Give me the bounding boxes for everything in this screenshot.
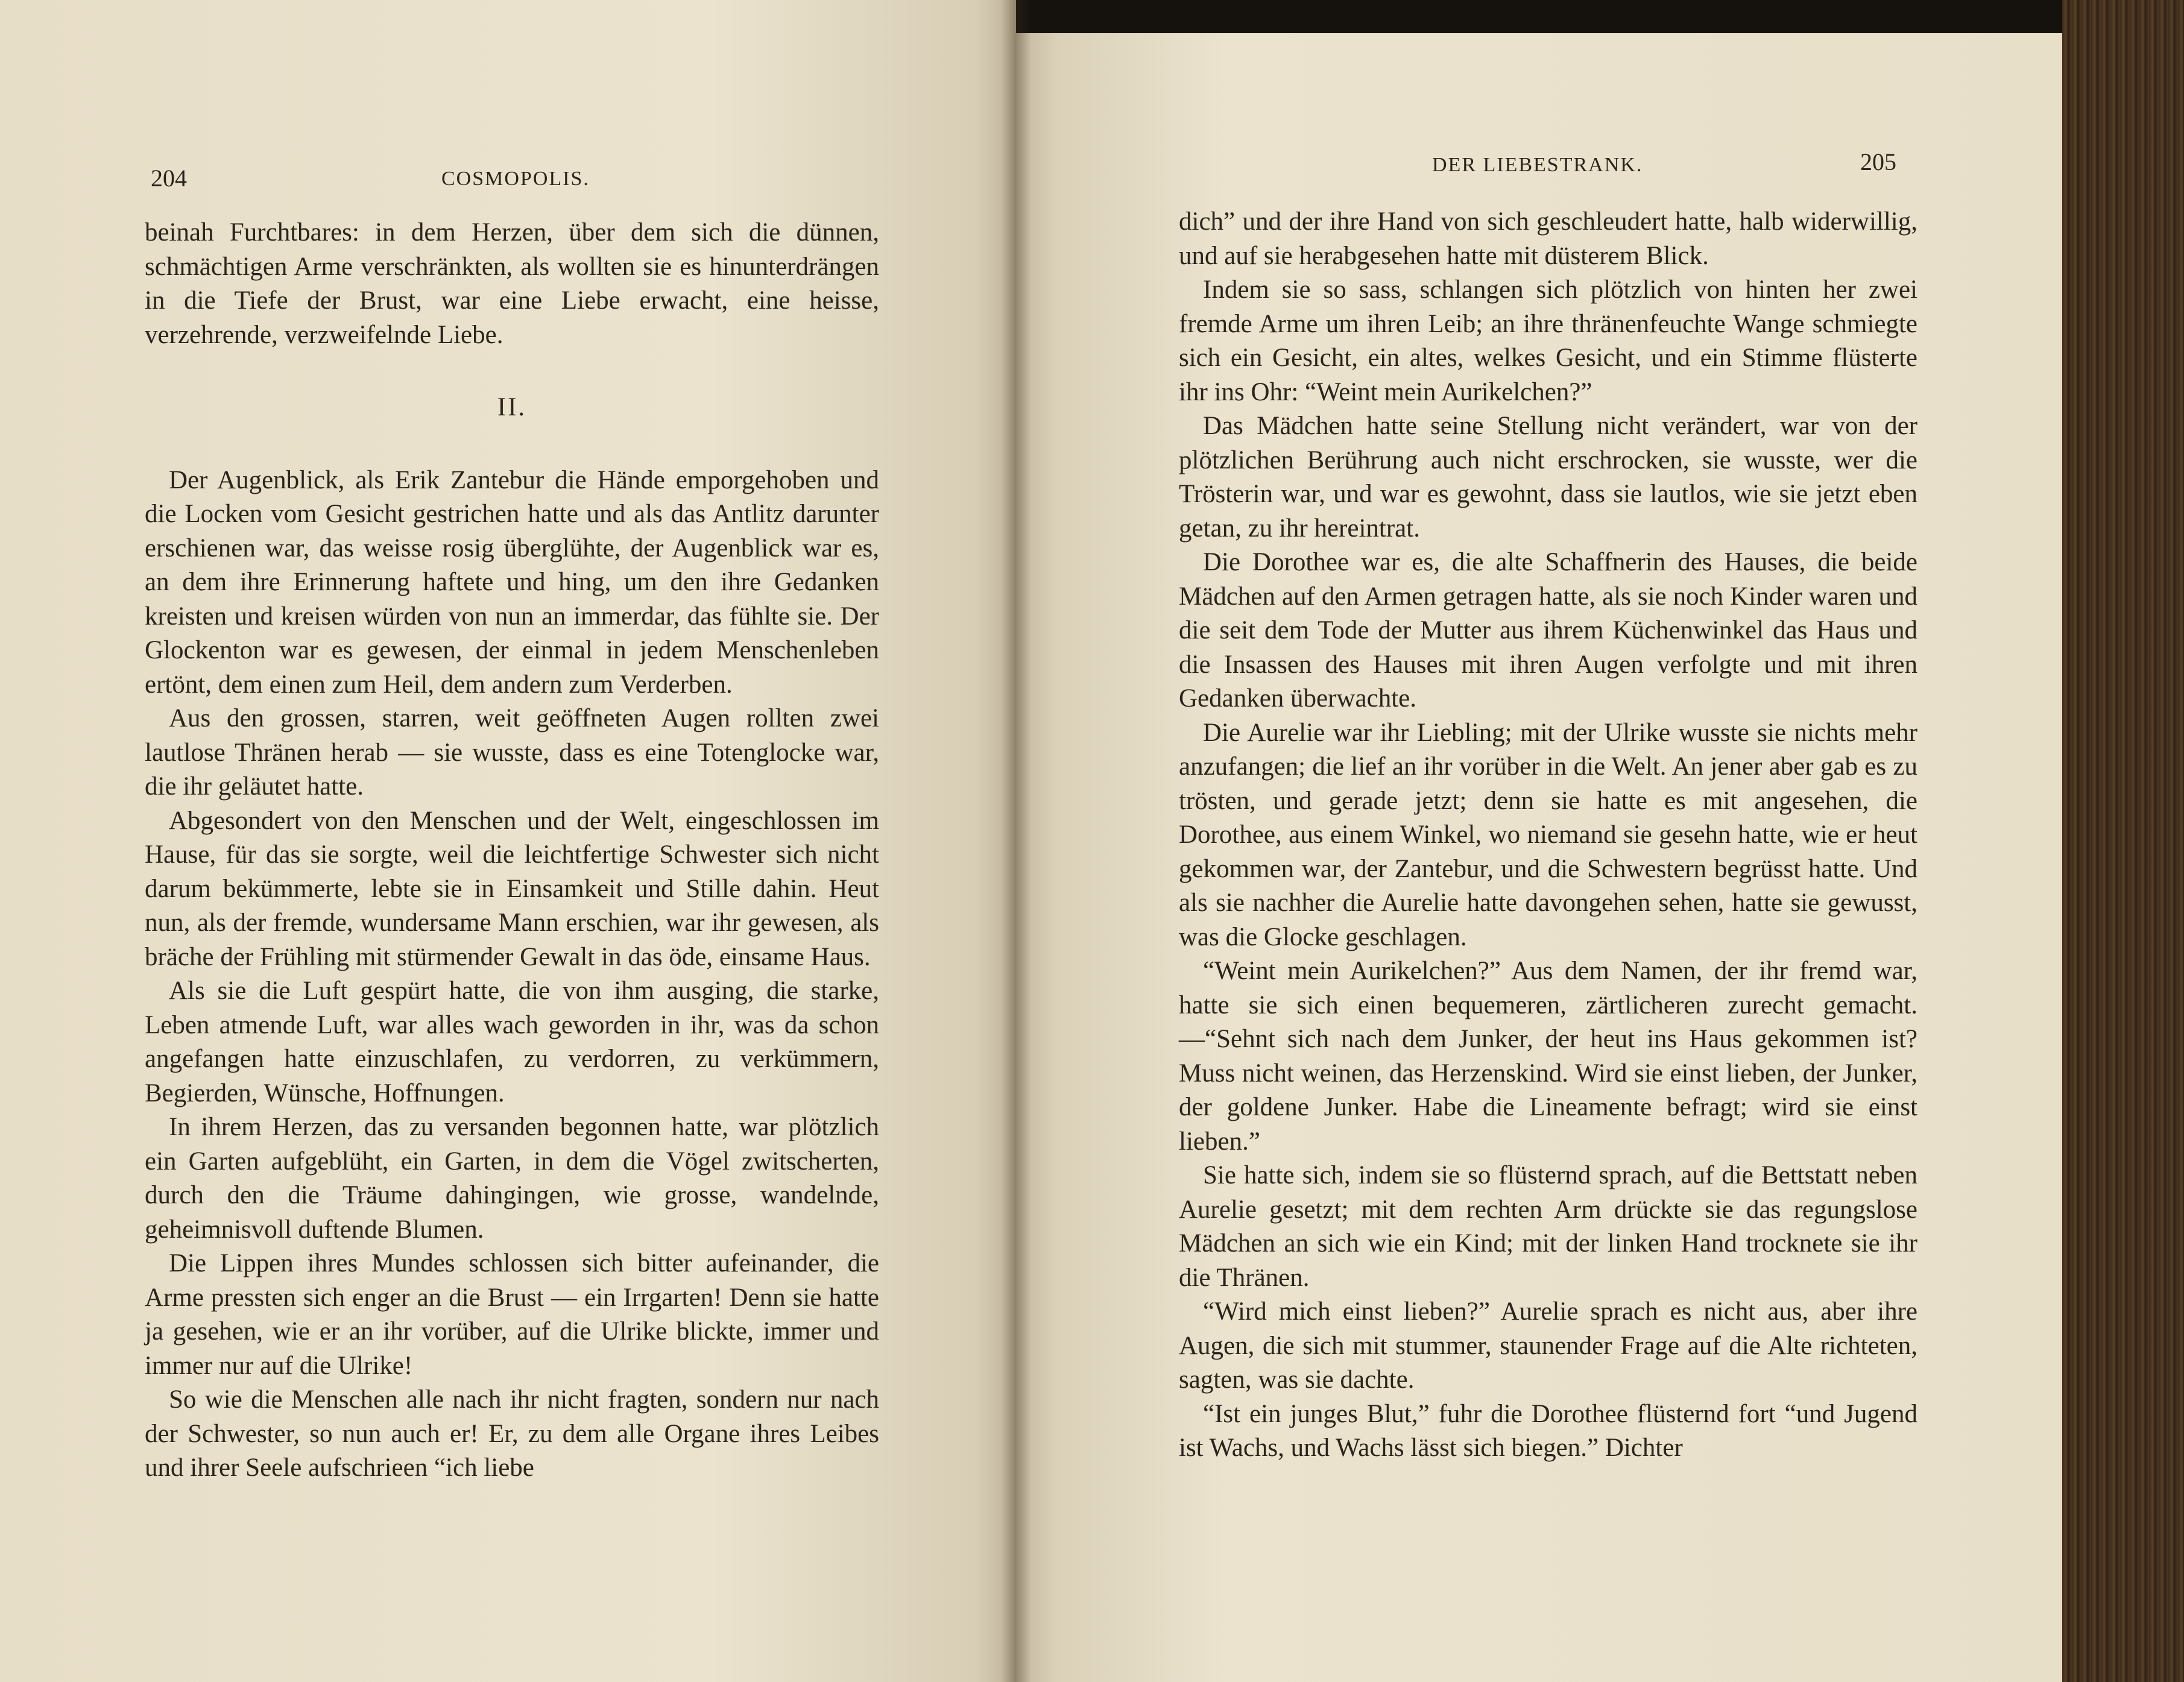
book-page-edges — [2062, 0, 2184, 1682]
book-gutter — [1001, 0, 1031, 1682]
background-shadow — [1016, 0, 2062, 33]
paragraph: dich” und der ihre Hand von sich geschleudert hatte, halb widerwillig, und auf sie herabgesehen hatte mit düsterem Blick. — [1179, 207, 1917, 270]
paragraph: Aus den grossen, starren, weit geöffneten Augen rollten zwei lautlose Thränen herab — sie wusste, dass es eine Totenglocke war, die ihr geläutet hatte. — [145, 704, 879, 801]
right-page-text — [1179, 205, 1917, 1466]
page-number-left: 204 — [151, 165, 187, 192]
paragraph: Sie hatte sich, indem sie so flüsternd sprach, auf die Bettstatt neben Aurelie gesetzt; mit dem rechten Arm drückte sie das regungslose Mädchen an sich wie ein Kind; mit der linken Hand trocknete sie ihr die Thränen. — [1179, 1161, 1917, 1292]
paragraph: “Weint mein Aurikelchen?” Aus dem Namen, der ihr fremd war, hatte sie sich einen bequemeren, zärtlicheren zurecht gemacht.—“Sehnt sich nach dem Junker, der heut ins Haus gekommen ist? Muss nicht weinen, das Herzenskind. Wird sie einst lieben, der Junker, der goldene Junker. Habe die Lineamente befragt; wird sie einst lieben.” — [1179, 957, 1917, 1156]
left-page — [0, 0, 1016, 1682]
paragraph: “Wird mich einst lieben?” Aurelie sprach es nicht aus, aber ihre Augen, die sich mit stummer, staunender Frage auf die Alte richteten, sagten, was sie dachte. — [1179, 1297, 1917, 1394]
paragraph: Als sie die Luft gespürt hatte, die von ihm ausging, die starke, Leben atmende Luft, war alles wach geworden in ihr, was da schon angefangen hatte einzuschlafen, zu verdorren, zu verkümmern, Begierden, Wünsche, Hoffnungen. — [145, 977, 879, 1107]
paragraph: Indem sie so sass, schlangen sich plötzlich von hinten her zwei fremde Arme um ihren Leib; an ihre thränenfeuchte Wange schmiegte sich ein Gesicht, ein altes, welkes Gesicht, und ein Stimme flüsterte ihr ins Ohr: “Weint mein Aurikelchen?” — [1179, 276, 1917, 406]
section-heading: II. — [497, 393, 527, 421]
paragraph: Abgesondert von den Menschen und der Welt, eingeschlossen im Hause, für das sie sorgte, weil die leichtfertige Schwester sich nicht darum bekümmerte, lebte sie in Einsamkeit und Stille dahin. Heut nun, als der fremde, wundersame Mann erschien, war ihr gewesen, als bräche der Frühling mit stürmender Gewalt in das öde, einsame Haus. — [145, 806, 879, 971]
paragraph: In ihrem Herzen, das zu versanden begonnen hatte, war plötzlich ein Garten aufgeblüht, ein Garten, in dem die Vögel zwitscherten, durch den die Träume dahingingen, wie grosse, wandelnde, geheimnisvoll duftende Blumen. — [145, 1113, 879, 1244]
paragraph: Die Aurelie war ihr Liebling; mit der Ulrike wusste sie nichts mehr anzufangen; die lief an ihr vorüber in die Welt. An jener aber gab es zu trösten, und gerade jetzt; denn sie hatte es mit angesehen, die Dorothee, aus einem Winkel, wo niemand sie gesehn hatte, wie er heut gekommen war, der Zantebur, und die Schwestern begrüsst hatte. Und als sie nachher die Aurelie hatte davongehen sehen, hatte sie gewusst, was die Glocke geschlagen. — [1179, 718, 1917, 951]
paragraph: Das Mädchen hatte seine Stellung nicht verändert, war von der plötzlichen Berührung auch nicht erschrocken, sie wusste, wer die Trösterin war, und war es gewohnt, dass sie lautlos, wie sie jetzt eben getan, zu ihr hereintrat. — [1179, 412, 1917, 543]
paragraph: “Ist ein junges Blut,” fuhr die Dorothee flüsternd fort “und Jugend ist Wachs, und Wachs lässt sich biegen.” Dichter — [1179, 1399, 1917, 1462]
running-head-left: COSMOPOLIS. — [441, 168, 590, 190]
paragraph: Die Dorothee war es, die alte Schaffnerin des Hauses, die beide Mädchen auf den Armen getragen hatte, als sie noch Kinder waren und die seit dem Tode der Mutter aus ihrem Küchenwinkel das Haus und die Insassen des Hauses mit ihren Augen verfolgte und mit ihren Gedanken überwachte. — [1179, 548, 1917, 713]
paragraph: beinah Furchtbares: in dem Herzen, über dem sich die dünnen, schmächtigen Arme verschränkten, als wollten sie es hinunterdrängen in die Tiefe der Brust, war eine Liebe erwacht, eine heisse, verzehrende, verzweifelnde Liebe. — [145, 218, 879, 349]
right-page — [1016, 33, 2062, 1682]
running-head-right: DER LIEBESTRANK. — [1432, 154, 1643, 176]
paragraph: Die Lippen ihres Mundes schlossen sich bitter aufeinander, die Arme pressten sich enger an die Brust — ein Irrgarten! Denn sie hatte ja gesehen, wie er an ihr vorüber, auf die Ulrike blickte, immer und immer nur auf die Ulrike! — [145, 1249, 879, 1380]
left-page-text — [145, 216, 879, 1485]
paragraph: So wie die Menschen alle nach ihr nicht fragten, sondern nur nach der Schwester, so nun auch er! Er, zu dem alle Organe ihres Leibes und ihrer Seele aufschrieen “ich liebe — [145, 1385, 879, 1482]
page-number-right: 205 — [1860, 148, 1896, 175]
paragraph: Der Augenblick, als Erik Zantebur die Hände emporgehoben und die Locken vom Gesicht gestrichen hatte und als das Antlitz darunter erschienen war, das weisse rosig überglühte, der Augenblick war es, an dem ihre Erinnerung haftete und hing, um den ihre Gedanken kreisten und kreisen würden von nun an immerdar, das fühlte sie. Der Glockenton war es gewesen, der einmal in jedem Menschenleben ertönt, dem einen zum Heil, dem andern zum Verderben. — [145, 465, 879, 699]
